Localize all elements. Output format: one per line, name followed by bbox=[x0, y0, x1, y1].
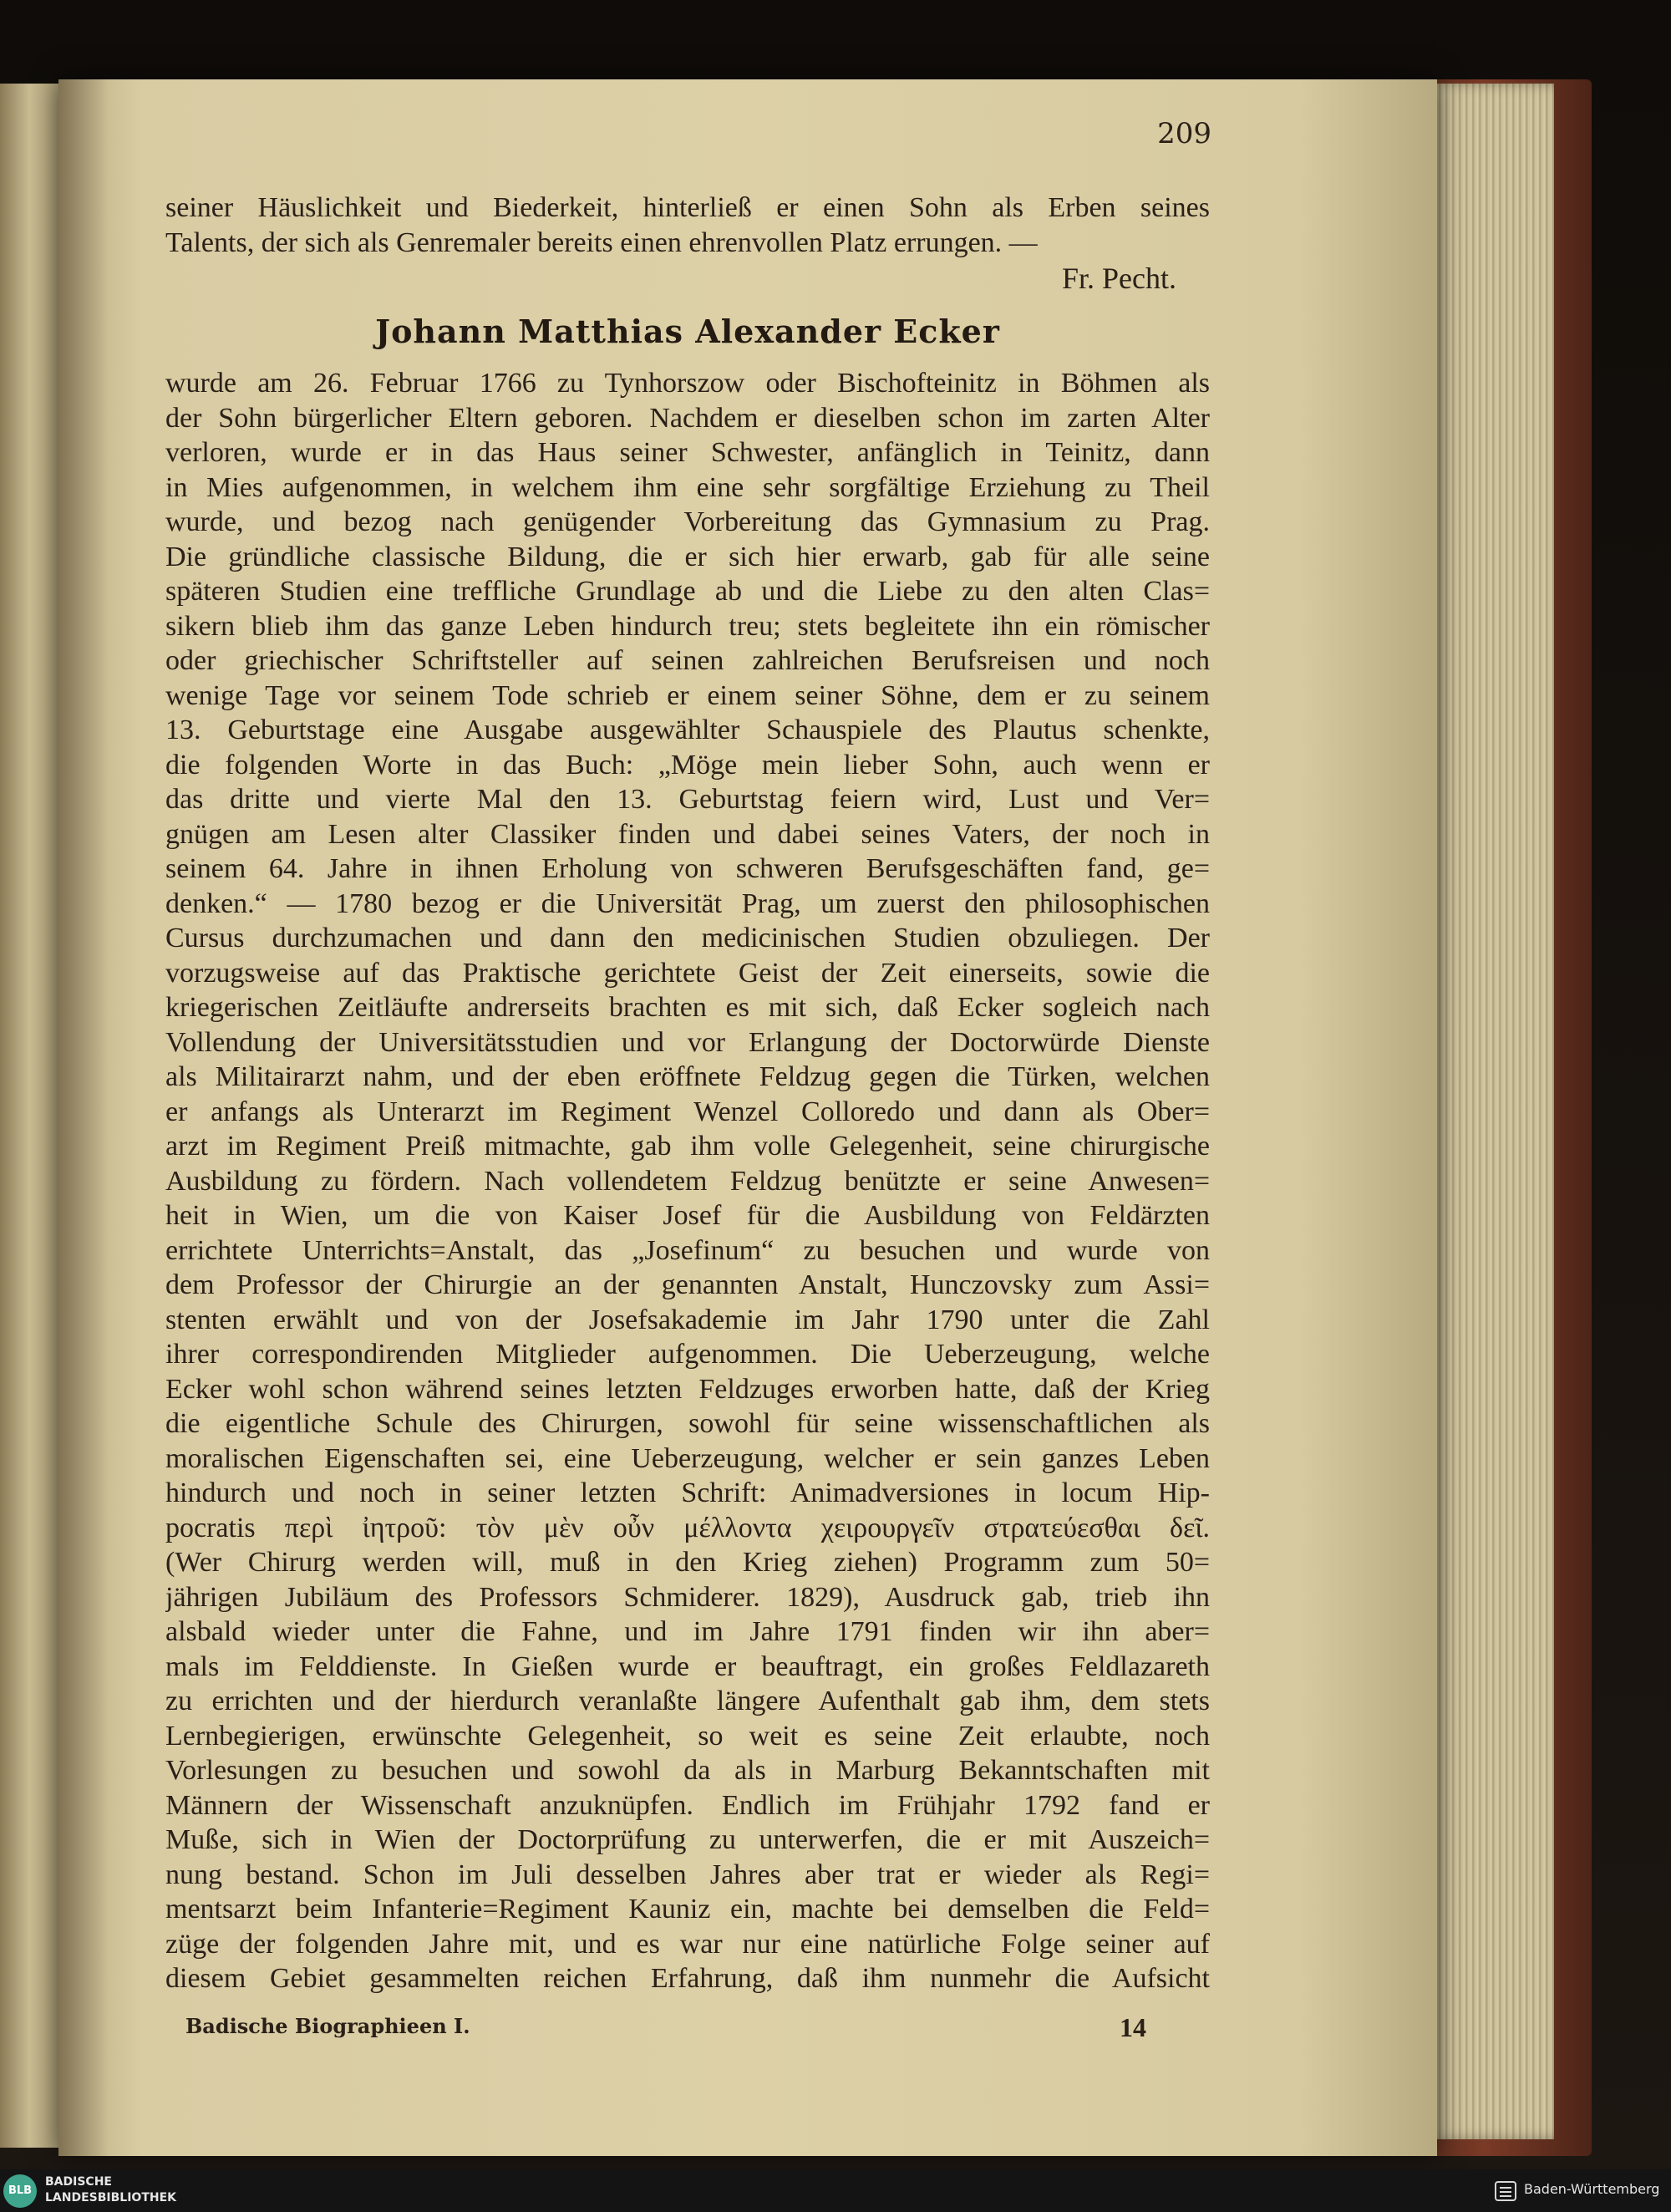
text-line: moralischen Eigenschaften sei, eine Ueberzeugung, welcher er sein ganzes Leben bbox=[165, 1442, 1210, 1474]
text-line: verloren, wurde er in das Haus seiner Schwester, anfänglich in Teinitz, dann bbox=[165, 437, 1210, 468]
text-line: heit in Wien, um die von Kaiser Josef für die Ausbildung von Feldärzten bbox=[165, 1200, 1210, 1231]
institution-name[interactable] bbox=[45, 2174, 176, 2206]
footer-book-title: Badische Biographieen I. bbox=[185, 2014, 470, 2038]
text-line: Cursus durchzumachen und dann den medicinischen Studien obzuliegen. Der bbox=[165, 923, 1210, 953]
text-line: errichtete Unterrichts=Anstalt, das „Josefinum“ zu besuchen und wurde von bbox=[165, 1234, 1210, 1266]
page-stack-edge bbox=[1429, 84, 1554, 2139]
text-line: pocratis περὶ ἰητροῦ: τὸν μὲν οὖν μέλλοντα χειρουργεῖν στρατεύεσθαι δεῖ. bbox=[165, 1512, 1210, 1543]
text-line: Ausbildung zu fördern. Nach vollendetem Feldzug benützte er seine Anwesen= bbox=[165, 1165, 1210, 1197]
institution-name-line1: BADISCHE bbox=[45, 2175, 112, 2189]
text-line: Vorlesungen zu besuchen und sowohl da als in Marburg Bekanntschaften mit bbox=[165, 1755, 1210, 1786]
text-line: nung bestand. Schon im Juli desselben Jahres aber trat er wieder als Regi= bbox=[165, 1859, 1210, 1890]
text-line: kriegerischen Zeitläufte andrerseits brachten es mit sich, daß Ecker sogleich nach bbox=[165, 992, 1210, 1023]
institution-name-line2: LANDESBIBLIOTHEK bbox=[45, 2191, 177, 2204]
text-line: diesem Gebiet gesammelten reichen Erfahrung, daß ihm nunmehr die Aufsicht bbox=[165, 1963, 1210, 1994]
text-line: er anfangs als Unterarzt im Regiment Wenzel Colloredo und dann als Ober= bbox=[165, 1096, 1210, 1127]
text-line: arzt im Regiment Preiß mitmachte, gab ihm volle Gelegenheit, seine chirurgische bbox=[165, 1131, 1210, 1162]
text-line: seinem 64. Jahre in ihnen Erholung von schweren Berufsgeschäften fand, ge= bbox=[165, 853, 1210, 884]
text-line: Die gründliche classische Bildung, die er sich hier erwarb, gab für alle seine bbox=[165, 541, 1210, 572]
text-line: züge der folgenden Jahre mit, und es war nur eine natürliche Folge seiner auf bbox=[165, 1928, 1210, 1960]
coat-of-arms-icon bbox=[1494, 2179, 1517, 2203]
page-number: 209 bbox=[1157, 117, 1211, 150]
text-line: das dritte und vierte Mal den 13. Geburtstag feiern wird, Lust und Ver= bbox=[165, 784, 1210, 815]
biography-heading: Johann Matthias Alexander Ecker bbox=[375, 313, 1000, 350]
left-page-edge bbox=[0, 84, 65, 2148]
text-line: wurde, und bezog nach genügender Vorbereitung das Gymnasium zu Prag. bbox=[165, 506, 1210, 537]
intro-paragraph bbox=[165, 191, 1210, 260]
text-line: späteren Studien eine treffliche Grundlage ab und die Liebe zu den alten Clas= bbox=[165, 576, 1210, 607]
text-line: sikern blieb ihm das ganze Leben hindurch treu; stets begleitete ihn ein römischer bbox=[165, 610, 1210, 642]
text-line: wenige Tage vor seinem Tode schrieb er einem seiner Söhne, dem er zu seinem bbox=[165, 679, 1210, 711]
body-text bbox=[165, 366, 1210, 1996]
printer-signature-mark: 14 bbox=[1120, 2012, 1146, 2042]
partner-name[interactable]: Baden-Württemberg bbox=[1524, 2181, 1660, 2197]
text-line: hindurch und noch in seiner letzten Schrift: Animadversiones in locum Hip- bbox=[165, 1477, 1210, 1508]
text-line: zu errichten und der hierdurch veranlaßte längere Aufenthalt gab ihm, dem stets bbox=[165, 1686, 1210, 1716]
text-line: Talents, der sich als Genremaler bereits einen ehrenvollen Platz errungen. — bbox=[165, 226, 1038, 258]
text-line: alsbald wieder unter die Fahne, und im Jahre 1791 finden wir ihn aber= bbox=[165, 1616, 1210, 1647]
text-line: jährigen Jubiläum des Professors Schmiderer. 1829), Ausdruck gab, trieb ihn bbox=[165, 1581, 1210, 1613]
text-line: wurde am 26. Februar 1766 zu Tynhorszow oder Bischofteinitz in Böhmen als bbox=[165, 368, 1210, 399]
text-line: Lernbegierigen, erwünschte Gelegenheit, so weit es seine Zeit erlaubte, noch bbox=[165, 1720, 1210, 1752]
text-line: vorzugsweise auf das Praktische gerichtete Geist der Zeit einerseits, sowie die bbox=[165, 957, 1210, 989]
text-line: gnügen am Lesen alter Classiker finden und dabei seines Vaters, der noch in bbox=[165, 818, 1210, 850]
text-line: seiner Häuslichkeit und Biederkeit, hinterließ er einen Sohn als Erben seines bbox=[165, 192, 1210, 223]
text-line: Ecker wohl schon während seines letzten Feldzuges erworben hatte, daß der Krieg bbox=[165, 1373, 1210, 1405]
text-line: (Wer Chirurg werden will, muß in den Krieg ziehen) Programm zum 50= bbox=[165, 1547, 1210, 1578]
text-line: als Militairarzt nahm, und der eben eröffnete Feldzug gegen die Türken, welchen bbox=[165, 1061, 1210, 1092]
text-line: stenten erwählt und von der Josefsakademie im Jahr 1790 unter die Zahl bbox=[165, 1304, 1210, 1335]
text-line: mals im Felddienste. In Gießen wurde er beauftragt, ein großes Feldlazareth bbox=[165, 1650, 1210, 1682]
text-line: Muße, sich in Wien der Doctorprüfung zu unterwerfen, die er mit Auszeich= bbox=[165, 1824, 1210, 1855]
gutter-shadow bbox=[58, 79, 109, 2156]
text-line: die folgenden Worte in das Buch: „Möge mein lieber Sohn, auch wenn er bbox=[165, 749, 1210, 781]
text-line: oder griechischer Schriftsteller auf seinen zahlreichen Berufsreisen und noch bbox=[165, 645, 1210, 676]
text-line: mentsarzt beim Infanterie=Regiment Kauniz ein, machte bei demselben die Feld= bbox=[165, 1894, 1210, 1925]
text-line: Männern der Wissenschaft anzuknüpfen. Endlich im Frühjahr 1792 fand er bbox=[165, 1789, 1210, 1821]
text-line: der Sohn bürgerlicher Eltern geboren. Nachdem er dieselben schon im zarten Alter bbox=[165, 402, 1210, 434]
text-line: denken.“ — 1780 bezog er die Universität Prag, um zuerst den philosophischen bbox=[165, 887, 1210, 919]
text-line: 13. Geburtstage eine Ausgabe ausgewählter Schauspiele des Plautus schenkte, bbox=[165, 714, 1210, 745]
text-line: in Mies aufgenommen, in welchem ihm eine sehr sorgfältige Erziehung zu Theil bbox=[165, 471, 1210, 503]
viewer-bottom-bar bbox=[0, 2169, 1671, 2212]
author-signature: Fr. Pecht. bbox=[1061, 262, 1176, 295]
text-line: die eigentliche Schule des Chirurgen, sowohl für seine wissenschaftlichen als bbox=[165, 1408, 1210, 1439]
text-line: Vollendung der Universitätsstudien und vor Erlangung der Doctorwürde Dienste bbox=[165, 1026, 1210, 1058]
text-line: dem Professor der Chirurgie an der genannten Anstalt, Hunczovsky zum Assi= bbox=[165, 1269, 1210, 1300]
blb-logo[interactable]: BLB bbox=[3, 2174, 37, 2208]
text-line: ihrer correspondirenden Mitglieder aufgenommen. Die Ueberzeugung, welche bbox=[165, 1339, 1210, 1370]
